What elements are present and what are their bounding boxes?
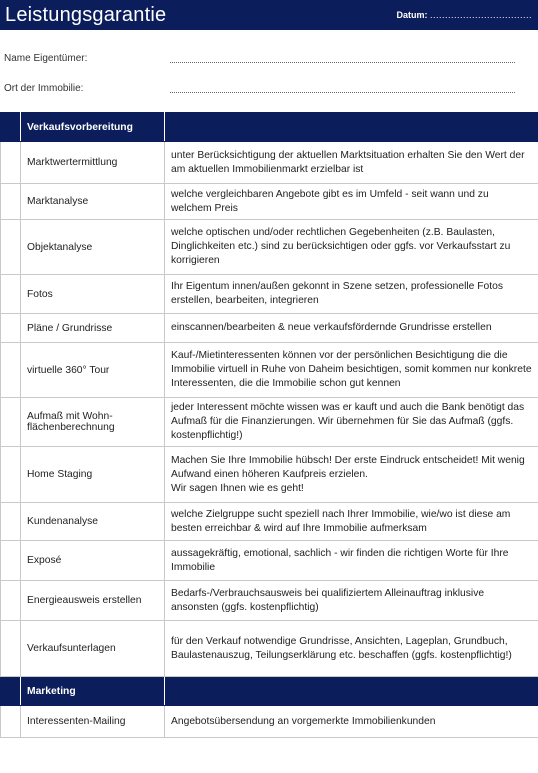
row-gutter — [1, 142, 21, 184]
service-name: Verkaufsunterlagen — [21, 621, 165, 677]
table-row — [1, 621, 538, 677]
table-row — [1, 220, 538, 275]
section-header-fill — [165, 113, 538, 142]
service-name: Marktanalyse — [21, 184, 165, 220]
table-row — [1, 447, 538, 503]
service-name: Fotos — [21, 275, 165, 314]
owner-name-line[interactable] — [170, 62, 515, 63]
service-description: unter Berücksichtigung der aktuellen Marktsituation erhalten Sie den Wert der am aktuellen Immobilienmarkt erzielbar ist — [165, 142, 538, 184]
service-description: einscannen/bearbeiten & neue verkaufsfördernde Grundrisse erstellen — [165, 314, 538, 343]
row-gutter — [1, 113, 21, 142]
service-description: welche optischen und/oder rechtlichen Gegebenheiten (z.B. Baulasten, Dinglichkeiten etc.) sind zu berücksichtigen oder ggfs. vor Verkaufsstart zu korrigieren — [165, 220, 538, 275]
row-gutter — [1, 541, 21, 581]
service-description: Kauf-/Mietinteressenten können vor der persönlichen Besichtigung die die Immobilie virtuell in Ruhe von Daheim besichtigen, somit kommen nur konkrete Interessenten, die die Immobilie schon gut kennen — [165, 343, 538, 398]
row-gutter — [1, 581, 21, 621]
table-row — [1, 706, 538, 738]
row-gutter — [1, 314, 21, 343]
service-name: Energieausweis erstellen — [21, 581, 165, 621]
row-gutter — [1, 398, 21, 447]
row-gutter — [1, 621, 21, 677]
section-title: Verkaufsvorbereitung — [21, 113, 165, 142]
header-bar — [0, 0, 538, 30]
section-header-verkaufsvorbereitung — [1, 113, 538, 142]
service-name: virtuelle 360° Tour — [21, 343, 165, 398]
table-row — [1, 541, 538, 581]
service-description: aussagekräftig, emotional, sachlich - wir finden die richtigen Worte für Ihre Immobilie — [165, 541, 538, 581]
table-row — [1, 275, 538, 314]
service-name: Interessenten-Mailing — [21, 706, 165, 738]
service-name: Pläne / Grundrisse — [21, 314, 165, 343]
row-gutter — [1, 706, 21, 738]
row-gutter — [1, 220, 21, 275]
datum-label: Datum: — [396, 10, 428, 20]
service-description: welche vergleichbaren Angebote gibt es im Umfeld - seit wann und zu welchem Preis — [165, 184, 538, 220]
service-description: Ihr Eigentum innen/außen gekonnt in Szene setzen, professionelle Fotos erstellen, bearbeiten, integrieren — [165, 275, 538, 314]
service-name: Objektanalyse — [21, 220, 165, 275]
row-gutter — [1, 503, 21, 541]
service-description: Bedarfs-/Verbrauchsausweis bei qualifiziertem Alleinauftrag inklusive ansonsten (ggfs. kostenpflichtig) — [165, 581, 538, 621]
table-row — [1, 314, 538, 343]
property-location-label: Ort der Immobilie: — [4, 83, 84, 94]
table-row — [1, 398, 538, 447]
owner-name-label: Name Eigentümer: — [4, 53, 88, 64]
table-row — [1, 184, 538, 220]
service-name: Exposé — [21, 541, 165, 581]
service-name: Kundenanalyse — [21, 503, 165, 541]
datum-dots: .................................. — [429, 10, 532, 20]
row-gutter — [1, 677, 21, 706]
service-description: für den Verkauf notwendige Grundrisse, Ansichten, Lageplan, Grundbuch, Baulastenauszug, Teilungserklärung etc. beschaffen (ggfs. kostenpflichtig!) — [165, 621, 538, 677]
service-description: welche Zielgruppe sucht speziell nach Ihrer Immobilie, wie/wo ist diese am besten erreichbar & wird auf Ihre Immobilie aufmerksam — [165, 503, 538, 541]
page-title: Leistungsgarantie — [5, 4, 167, 26]
table-row — [1, 581, 538, 621]
service-description: Machen Sie Ihre Immobilie hübsch! Der erste Eindruck entscheidet! Mit wenig Aufwand einen höheren Kaufpreis erzielen. Wir sagen Ihnen wie es geht! — [165, 447, 538, 503]
section-header-marketing — [1, 677, 538, 706]
service-name: Aufmaß mit Wohn-flächenberechnung — [21, 398, 165, 447]
table-row — [1, 503, 538, 541]
row-gutter — [1, 447, 21, 503]
row-gutter — [1, 184, 21, 220]
table-row — [1, 343, 538, 398]
property-location-line[interactable] — [170, 92, 515, 93]
service-description: Angebotsübersendung an vorgemerkte Immobilienkunden — [165, 706, 538, 738]
section-title: Marketing — [21, 677, 165, 706]
table-row — [1, 142, 538, 184]
row-gutter — [1, 275, 21, 314]
row-gutter — [1, 343, 21, 398]
service-description: jeder Interessent möchte wissen was er kauft und auch die Bank benötigt das Aufmaß für die Finanzierungen. Wir übernehmen für Sie das Aufmaß (ggfs. kostenpflichtig!) — [165, 398, 538, 447]
section-header-fill — [165, 677, 538, 706]
services-table — [0, 112, 538, 738]
service-name: Home Staging — [21, 447, 165, 503]
service-name: Marktwertermittlung — [21, 142, 165, 184]
datum-field[interactable] — [396, 10, 532, 20]
